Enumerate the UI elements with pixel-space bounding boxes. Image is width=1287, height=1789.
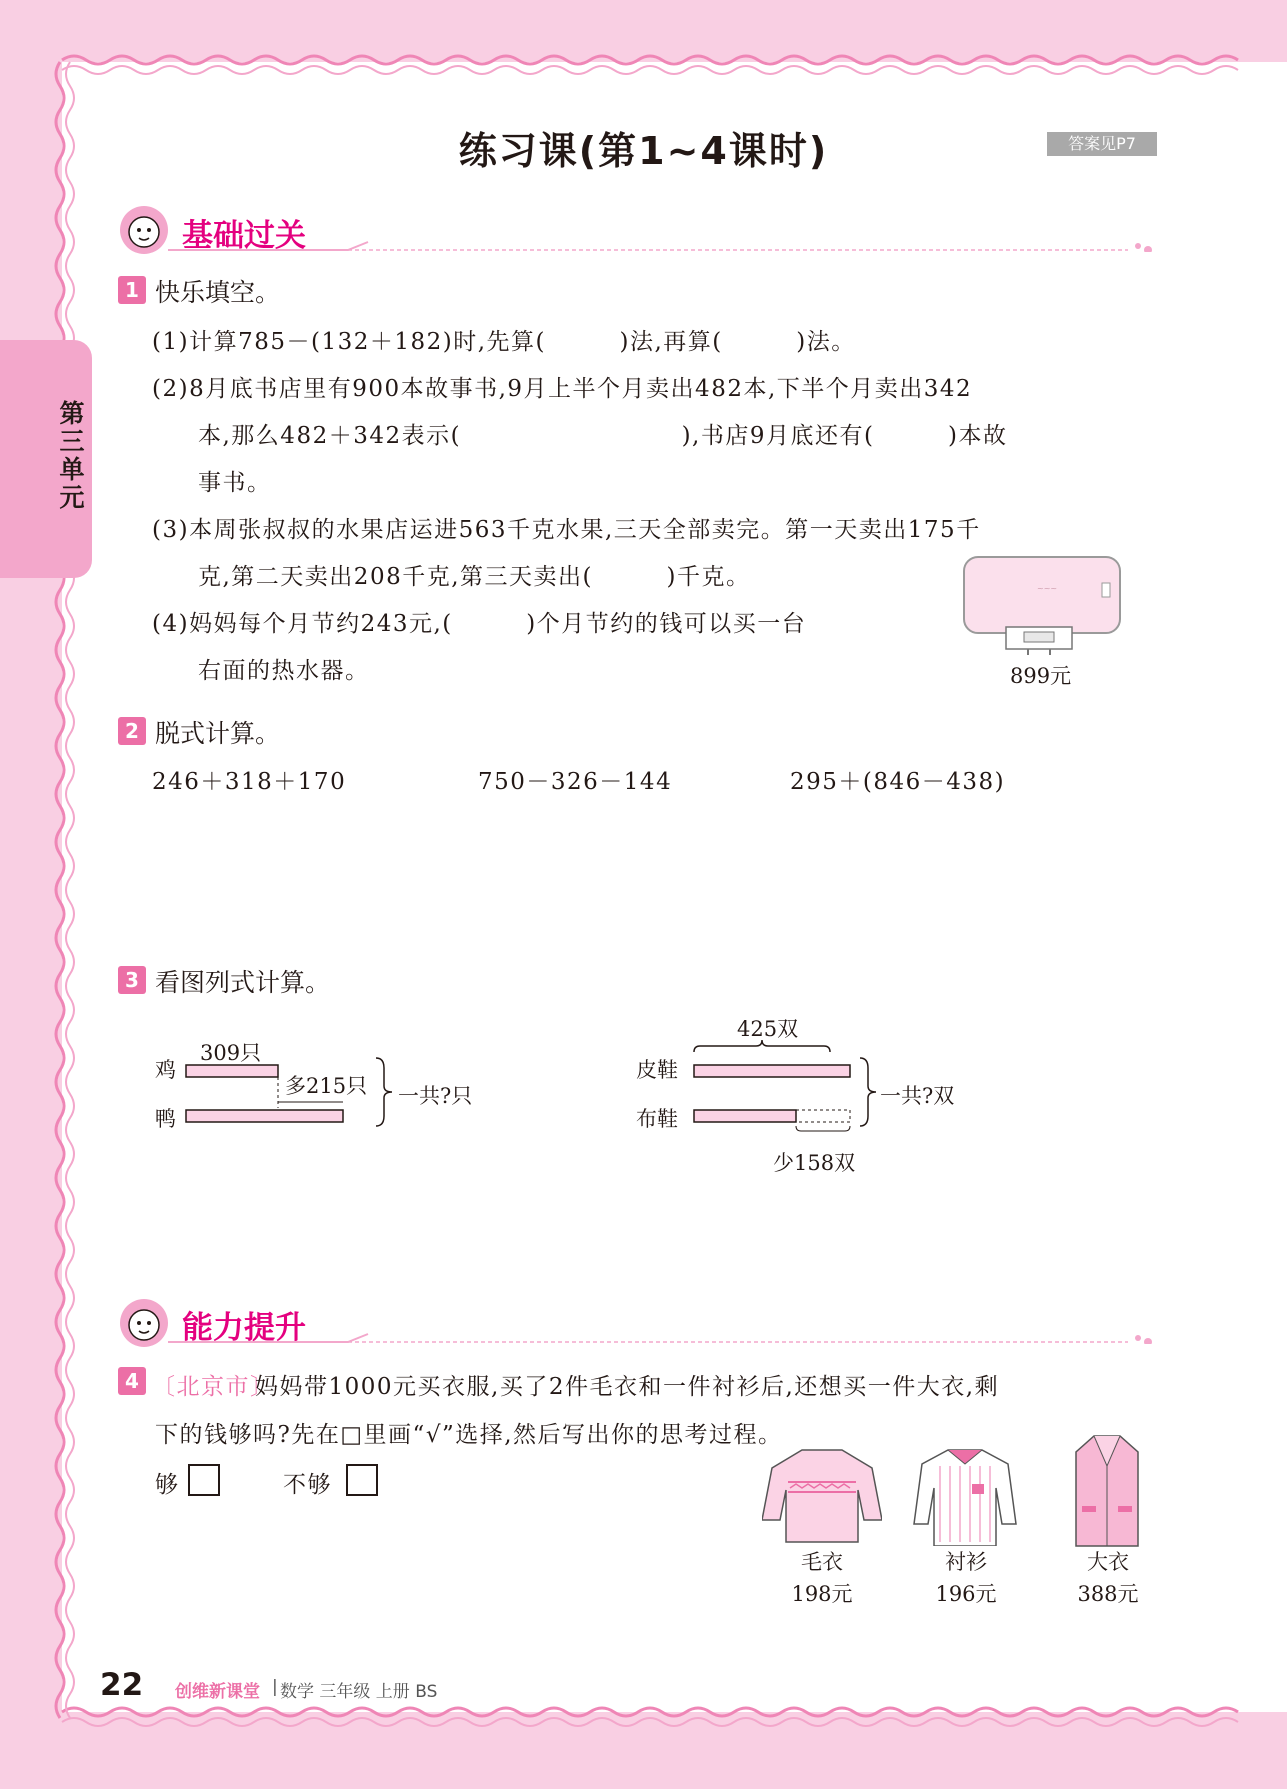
coat-image (1072, 1432, 1142, 1550)
chicken-label: 鸡 (155, 1058, 176, 1082)
question-3-number: 3 (118, 966, 146, 994)
question-2-number: 2 (118, 717, 146, 745)
option-not-enough-checkbox[interactable] (346, 1464, 378, 1496)
poultry-total-label: 一共?只 (398, 1084, 473, 1108)
shirt-price: 196元 (935, 1582, 997, 1606)
unit-tab-label: 第三单元 (59, 399, 85, 512)
cloth-shoes-less-label: 少158双 (773, 1151, 856, 1175)
basic-section-title: 基础过关 (182, 218, 306, 254)
svg-text:~~~: ~~~ (1037, 584, 1058, 593)
q1-line-2: (2)8月底书店里有900本故事书,9月上半个月卖出482本,下半个月卖出342 (152, 376, 973, 402)
chicken-count-label: 309只 (200, 1041, 262, 1065)
basic-section-divider (168, 238, 1158, 252)
answer-reference-tag: 答案见P7 (1047, 132, 1157, 156)
shoes-bar-diagram (690, 1040, 885, 1150)
question-3-title: 看图列式计算。 (155, 968, 331, 997)
sweater-image (762, 1446, 882, 1546)
leather-shoes-count-label: 425双 (737, 1017, 799, 1041)
advanced-section-title: 能力提升 (182, 1310, 306, 1346)
q1-line-7: (4)妈妈每个月节约243元,( )个月节约的钱可以买一台 (152, 611, 807, 637)
basic-section-icon (116, 202, 176, 256)
option-enough-checkbox[interactable] (188, 1464, 220, 1496)
q1-line-5: (3)本周张叔叔的水果店运进563千克水果,三天全部卖完。第一天卖出175千 (152, 517, 981, 543)
chicken-duck-bar-diagram (180, 1050, 400, 1140)
advanced-section-icon (116, 1295, 176, 1349)
expression-1: 246＋318＋170 (152, 769, 347, 795)
question-4-number: 4 (118, 1367, 146, 1395)
page-title: 练习课(第1~4课时) (458, 129, 829, 173)
question-1-title: 快乐填空。 (155, 278, 281, 307)
q1-line-1: (1)计算785－(132＋182)时,先算( )法,再算( )法。 (152, 329, 856, 355)
q1-line-3: 本,那么482＋342表示( ),书店9月底还有( )本故 (198, 423, 1008, 449)
advanced-section-divider (168, 1330, 1158, 1344)
shirt-name: 衬衫 (945, 1550, 987, 1574)
expression-3: 295＋(846－438) (790, 769, 1006, 795)
duck-label: 鸭 (155, 1107, 176, 1131)
sweater-name: 毛衣 (801, 1550, 843, 1574)
option-enough-label: 够 (155, 1472, 180, 1498)
footer-divider: | (272, 1677, 278, 1697)
shirt-image (910, 1446, 1020, 1546)
footer-brand: 创维新课堂 (175, 1682, 260, 1702)
option-not-enough-label: 不够 (283, 1472, 332, 1498)
coat-name: 大衣 (1087, 1550, 1129, 1574)
duck-extra-label: 多215只 (285, 1074, 368, 1098)
shoes-total-label: 一共?双 (880, 1084, 955, 1108)
q1-line-6: 克,第二天卖出208千克,第三天卖出( )千克。 (198, 564, 751, 590)
q1-line-8: 右面的热水器。 (198, 658, 370, 684)
water-heater-price: 899元 (1010, 664, 1072, 688)
cloth-shoes-label: 布鞋 (636, 1107, 678, 1131)
question-4-line-2: 下的钱够吗?先在□里画“√”选择,然后写出你的思考过程。 (155, 1422, 783, 1448)
q1-line-4: 事书。 (198, 470, 272, 496)
footer-book-info: 数学 三年级 上册 BS (280, 1682, 438, 1702)
sweater-price: 198元 (791, 1582, 853, 1606)
coat-price: 388元 (1077, 1582, 1139, 1606)
question-4-region: 〔北京市〕 (152, 1374, 275, 1400)
question-1-number: 1 (118, 276, 146, 304)
page-number: 22 (100, 1667, 144, 1703)
water-heater-image (962, 555, 1124, 655)
expression-2: 750－326－144 (478, 769, 673, 795)
question-4-line-1: 妈妈带1000元买衣服,买了2件毛衣和一件衬衫后,还想买一件大衣,剩 (255, 1374, 1000, 1400)
question-2-title: 脱式计算。 (155, 719, 281, 748)
leather-shoes-label: 皮鞋 (636, 1058, 678, 1082)
